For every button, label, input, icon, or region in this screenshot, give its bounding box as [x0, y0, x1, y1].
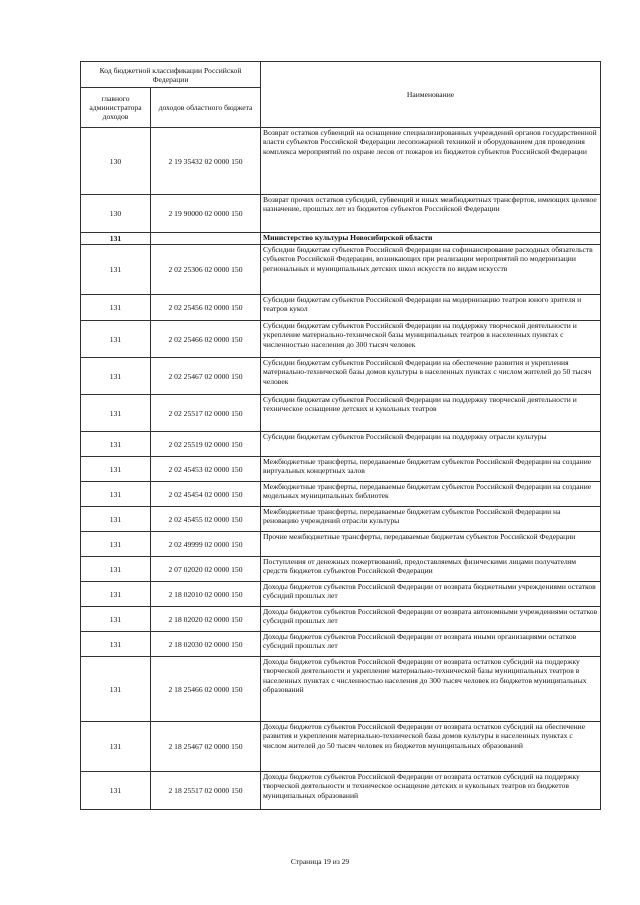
admin-code-cell: 131	[81, 632, 151, 657]
admin-code-cell: 131	[81, 233, 151, 245]
name-cell: Субсидии бюджетам субъектов Российской Федерации на софинансирование расходных обязательств субъектов Российской Федерации, возникающих при реализации мероприятий по модернизации региональных и муниципальных детских школ искусств по видам искусств	[261, 245, 601, 295]
table-row	[81, 457, 601, 482]
table-row	[81, 772, 601, 810]
table-row	[81, 233, 601, 245]
name-cell: Межбюджетные трансферты, передаваемые бюджетам субъектов Российской Федерации на создание виртуальных концертных залов	[261, 457, 601, 482]
admin-column-header: главного администратора доходов	[81, 88, 151, 128]
name-cell: Поступления от денежных пожертвований, предоставляемых физическими лицами получателям средств бюджетов субъектов Российской Федерации	[261, 557, 601, 582]
admin-code-cell: 131	[81, 607, 151, 632]
income-code-cell	[151, 233, 261, 245]
income-code-cell: 2 02 25306 02 0000 150	[151, 245, 261, 295]
income-code-cell: 2 02 25517 02 0000 150	[151, 395, 261, 432]
table-row	[81, 532, 601, 557]
table-row	[81, 557, 601, 582]
income-code-cell: 2 18 02030 02 0000 150	[151, 632, 261, 657]
name-cell: Доходы бюджетов субъектов Российской Федерации от возврата автономными учреждениями остатков субсидий прошлых лет	[261, 607, 601, 632]
income-code-cell: 2 18 25517 02 0000 150	[151, 772, 261, 810]
admin-code-cell: 131	[81, 457, 151, 482]
admin-code-cell: 131	[81, 722, 151, 772]
name-cell: Доходы бюджетов субъектов Российской Федерации от возврата бюджетными учреждениями остатков субсидий прошлых лет	[261, 582, 601, 607]
name-column-header: Наименование	[261, 62, 601, 128]
table-row	[81, 722, 601, 772]
income-code-cell: 2 07 02020 02 0000 150	[151, 557, 261, 582]
admin-code-cell: 131	[81, 482, 151, 507]
income-code-cell: 2 18 25467 02 0000 150	[151, 722, 261, 772]
admin-code-cell: 131	[81, 245, 151, 295]
admin-code-cell: 130	[81, 128, 151, 195]
name-cell: Межбюджетные трансферты, передаваемые бюджетам субъектов Российской Федерации на реновацию учреждений отрасли культуры	[261, 507, 601, 532]
admin-code-cell: 131	[81, 557, 151, 582]
name-cell: Прочие межбюджетные трансферты, передаваемые бюджетам субъектов Российской Федерации	[261, 532, 601, 557]
income-code-cell: 2 19 90000 02 0000 150	[151, 195, 261, 233]
income-code-cell: 2 02 25467 02 0000 150	[151, 358, 261, 395]
admin-code-cell: 131	[81, 532, 151, 557]
name-cell: Доходы бюджетов субъектов Российской Федерации от возврата остатков субсидий на поддержку творческой деятельности и укрепление материально-технической базы муниципальных театров в населенных пунктах с численностью населения до 300 тысяч человек из бюджетов муниципальных образований	[261, 657, 601, 722]
name-cell: Субсидии бюджетам субъектов Российской Федерации на модернизацию театров юного зрителя и театров кукол	[261, 295, 601, 321]
name-cell: Возврат прочих остатков субсидий, субвенций и иных межбюджетных трансфертов, имеющих целевое назначение, прошлых лет из бюджетов субъектов Российской Федерации	[261, 195, 601, 233]
admin-code-cell: 131	[81, 295, 151, 321]
income-code-cell: 2 02 45455 02 0000 150	[151, 507, 261, 532]
table-row	[81, 295, 601, 321]
name-cell: Межбюджетные трансферты, передаваемые бюджетам субъектов Российской Федерации на создание модельных муниципальных библиотек	[261, 482, 601, 507]
name-cell: Возврат остатков субвенций на оснащение специализированных учреждений органов государственной власти субъектов Российской Федерации лесопожарной техникой и оборудованием для проведения комплекса мероприятий по охране лесов от пожаров из бюджетов субъектов Российской Федерации	[261, 128, 601, 195]
table-row	[81, 432, 601, 457]
table-row	[81, 507, 601, 532]
name-cell: Субсидии бюджетам субъектов Российской Федерации на поддержку отрасли культуры	[261, 432, 601, 457]
income-code-cell: 2 18 02010 02 0000 150	[151, 582, 261, 607]
income-code-cell: 2 02 45453 02 0000 150	[151, 457, 261, 482]
admin-code-cell: 131	[81, 432, 151, 457]
name-cell: Субсидии бюджетам субъектов Российской Федерации на поддержку творческой деятельности и укрепление материально-технической базы муниципальных театров в населенных пунктах с численностью населения до 300 тысяч человек	[261, 321, 601, 358]
income-code-cell: 2 02 25456 02 0000 150	[151, 295, 261, 321]
table-row	[81, 321, 601, 358]
admin-code-cell: 130	[81, 195, 151, 233]
admin-code-cell: 131	[81, 358, 151, 395]
admin-code-cell: 131	[81, 321, 151, 358]
code-group-header: Код бюджетной классификации Российской Федерации	[81, 62, 261, 88]
income-column-header: доходов областного бюджета	[151, 88, 261, 128]
income-code-cell: 2 18 25466 02 0000 150	[151, 657, 261, 722]
income-code-cell: 2 02 49999 02 0000 150	[151, 532, 261, 557]
name-cell: Субсидии бюджетам субъектов Российской Федерации на поддержку творческой деятельности и техническое оснащение детских и кукольных театров	[261, 395, 601, 432]
income-code-cell: 2 02 25519 02 0000 150	[151, 432, 261, 457]
income-code-cell: 2 02 45454 02 0000 150	[151, 482, 261, 507]
table-row	[81, 482, 601, 507]
admin-code-cell: 131	[81, 772, 151, 810]
income-code-cell: 2 18 02020 02 0000 150	[151, 607, 261, 632]
admin-code-cell: 131	[81, 507, 151, 532]
admin-code-cell: 131	[81, 582, 151, 607]
admin-code-cell: 131	[81, 395, 151, 432]
page-number: Страница 19 из 29	[290, 857, 350, 866]
table-row	[81, 632, 601, 657]
table-row	[81, 582, 601, 607]
table-row	[81, 607, 601, 632]
name-cell: Доходы бюджетов субъектов Российской Федерации от возврата иными организациями остатков субсидий прошлых лет	[261, 632, 601, 657]
table-row	[81, 395, 601, 432]
table-row	[81, 195, 601, 233]
budget-classification-table	[80, 61, 601, 810]
table-row	[81, 657, 601, 722]
table-row	[81, 245, 601, 295]
table-row	[81, 128, 601, 195]
name-cell: Доходы бюджетов субъектов Российской Федерации от возврата остатков субсидий на обеспечение развития и укрепления материально-технической базы домов культуры в населенных пунктах с числом жителей до 50 тысяч человек из бюджетов муниципальных образований	[261, 722, 601, 772]
name-cell: Министерство культуры Новосибирской области	[261, 233, 601, 245]
admin-code-cell: 131	[81, 657, 151, 722]
name-cell: Субсидии бюджетам субъектов Российской Федерации на обеспечение развития и укрепления материально-технической базы домов культуры в населенных пунктах с числом жителей до 50 тысяч человек	[261, 358, 601, 395]
income-code-cell: 2 19 35432 02 0000 150	[151, 128, 261, 195]
table-row	[81, 358, 601, 395]
name-cell: Доходы бюджетов субъектов Российской Федерации от возврата остатков субсидий на поддержку творческой деятельности и техническое оснащение детских и кукольных театров из бюджетов муниципальных образований	[261, 772, 601, 810]
income-code-cell: 2 02 25466 02 0000 150	[151, 321, 261, 358]
table-body	[81, 128, 601, 810]
